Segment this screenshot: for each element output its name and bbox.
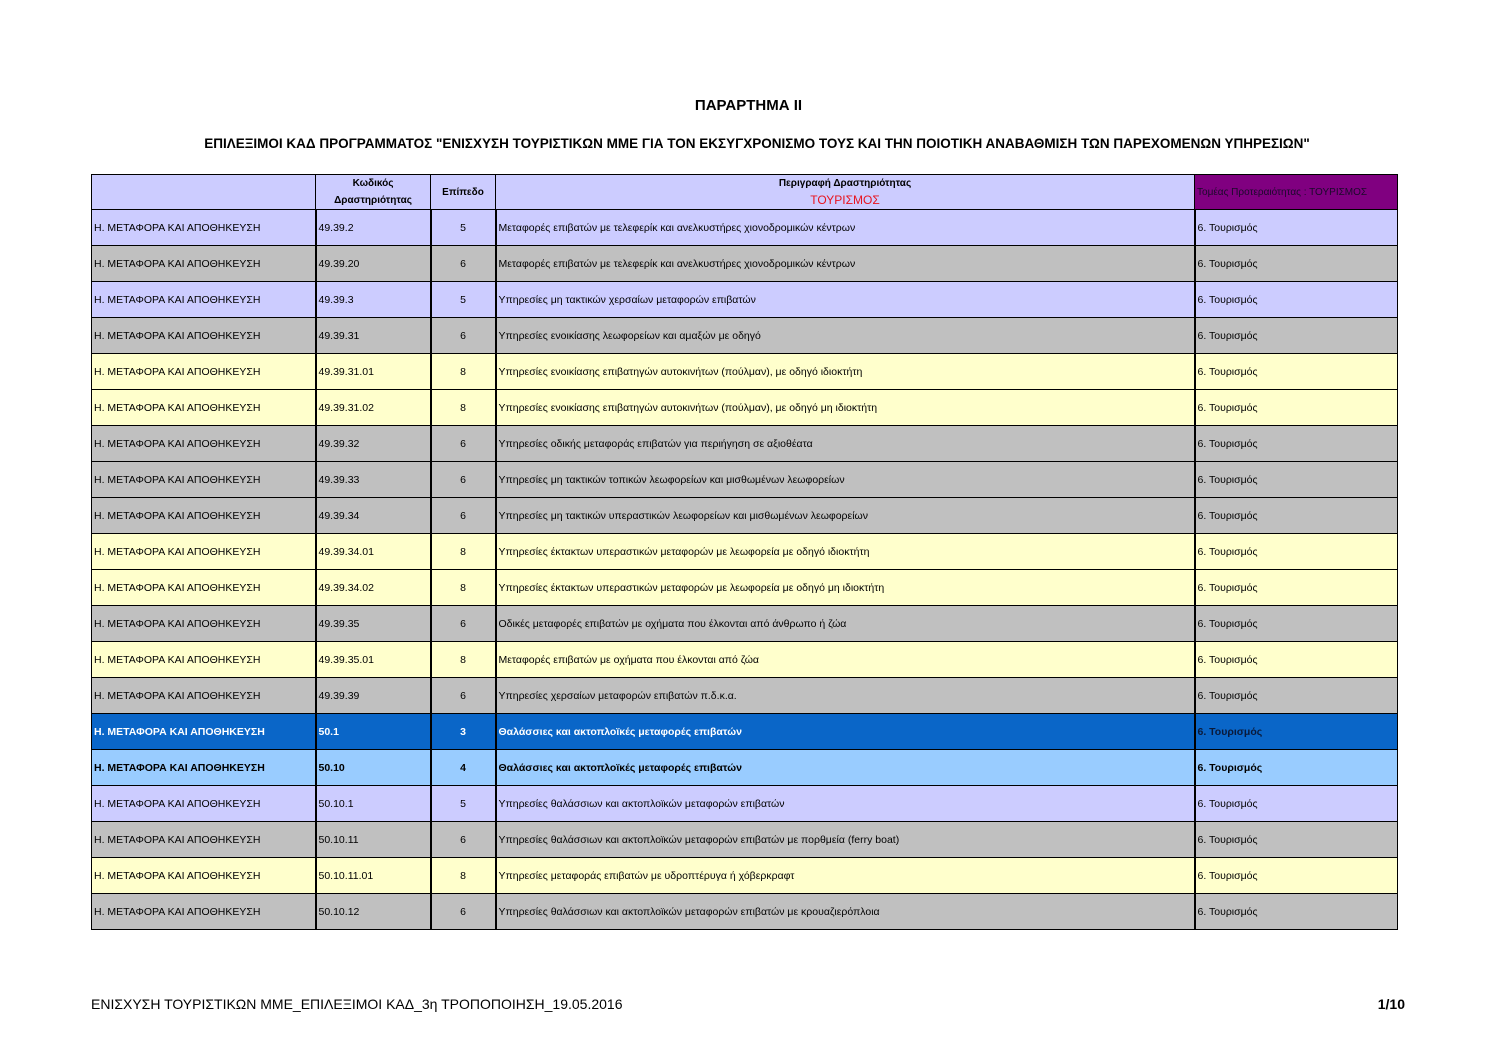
cell-description: Υπηρεσίες θαλάσσιων και ακτοπλοϊκών μεταφορών επιβατών με πορθμεία (ferry boat) [496,822,1195,858]
header-code-line1: Κωδικός [352,178,394,189]
cell-priority: 6. Τουρισμός [1195,750,1398,786]
cell-description: Υπηρεσίες χερσαίων μεταφορών επιβατών π.δ.κ.α. [496,678,1195,714]
cell-priority: 6. Τουρισμός [1195,534,1398,570]
cell-priority: 6. Τουρισμός [1195,858,1398,894]
table-row [92,822,1398,858]
table-row [92,858,1398,894]
table-body [92,210,1398,930]
footer-document-name: ΕΝΙΣΧΥΣΗ ΤΟΥΡΙΣΤΙΚΩΝ ΜΜΕ_ΕΠΙΛΕΞΙΜΟΙ ΚΑΔ_3η ΤΡΟΠΟΠΟΙΗΣΗ_19.05.2016 [91,996,623,1012]
cell-sector: Η. ΜΕΤΑΦΟΡΑ ΚΑΙ ΑΠΟΘΗΚΕΥΣΗ [92,354,316,390]
cell-code: 49.39.34.01 [316,534,431,570]
table-row [92,498,1398,534]
cell-description: Μεταφορές επιβατών με τελεφερίκ και ανελκυστήρες χιονοδρομικών κέντρων [496,210,1195,246]
cell-description: Υπηρεσίες μη τακτικών τοπικών λεωφορείων και μισθωμένων λεωφορείων [496,462,1195,498]
header-level: Επίπεδο [431,175,496,210]
table-row [92,318,1398,354]
cell-code: 49.39.32 [316,426,431,462]
cell-code: 49.39.20 [316,246,431,282]
cell-level: 8 [431,858,496,894]
cell-sector: Η. ΜΕΤΑΦΟΡΑ ΚΑΙ ΑΠΟΘΗΚΕΥΣΗ [92,282,316,318]
cell-description: Μεταφορές επιβατών με οχήματα που έλκονται από ζώα [496,642,1195,678]
cell-description: Υπηρεσίες ενοικίασης επιβατηγών αυτοκινήτων (πούλμαν), με οδηγό ιδιοκτήτη [496,354,1195,390]
cell-sector: Η. ΜΕΤΑΦΟΡΑ ΚΑΙ ΑΠΟΘΗΚΕΥΣΗ [92,498,316,534]
cell-description: Θαλάσσιες και ακτοπλοϊκές μεταφορές επιβατών [496,714,1195,750]
cell-code: 49.39.2 [316,210,431,246]
table-row [92,570,1398,606]
cell-priority: 6. Τουρισμός [1195,570,1398,606]
cell-level: 4 [431,750,496,786]
cell-description: Υπηρεσίες έκτακτων υπεραστικών μεταφορών με λεωφορεία με οδηγό μη ιδιοκτήτη [496,570,1195,606]
cell-level: 5 [431,282,496,318]
cell-description: Οδικές μεταφορές επιβατών με οχήματα που έλκονται από άνθρωπο ή ζώα [496,606,1195,642]
cell-code: 49.39.31 [316,318,431,354]
header-description-sub: ΤΟΥΡΙΣΜΟΣ [810,193,880,207]
page-title: ΠΑΡΑΡΤΗΜΑ ΙΙ [694,97,803,114]
cell-description: Υπηρεσίες οδικής μεταφοράς επιβατών για περιήγηση σε αξιοθέατα [496,426,1195,462]
cell-description: Μεταφορές επιβατών με τελεφερίκ και ανελκυστήρες χιονοδρομικών κέντρων [496,246,1195,282]
table-row [92,462,1398,498]
table-row [92,750,1398,786]
cell-description: Υπηρεσίες έκτακτων υπεραστικών μεταφορών με λεωφορεία με οδηγό ιδιοκτήτη [496,534,1195,570]
cell-level: 6 [431,246,496,282]
cell-description: Θαλάσσιες και ακτοπλοϊκές μεταφορές επιβατών [496,750,1195,786]
cell-priority: 6. Τουρισμός [1195,246,1398,282]
cell-sector: Η. ΜΕΤΑΦΟΡΑ ΚΑΙ ΑΠΟΘΗΚΕΥΣΗ [92,822,316,858]
cell-code: 49.39.31.02 [316,390,431,426]
cell-code: 49.39.3 [316,282,431,318]
page-subtitle: ΕΠΙΛΕΞΙΜΟΙ ΚΑΔ ΠΡΟΓΡΑΜΜΑΤΟΣ "ΕΝΙΣΧΥΣΗ ΤΟΥΡΙΣΤΙΚΩΝ ΜΜΕ ΓΙΑ ΤΟΝ ΕΚΣΥΓΧΡΟΝΙΣΜΟ ΤΟΥΣ ΚΑΙ ΤΗΝ ΠΟΙΟΤΙΚΗ ΑΝΑΒΑΘΜΙΣΗ ΤΩΝ ΠΑΡΕΧΟΜΕΝΩΝ ΥΠΗΡΕΣΙΩΝ" [204,136,1310,151]
cell-sector: Η. ΜΕΤΑΦΟΡΑ ΚΑΙ ΑΠΟΘΗΚΕΥΣΗ [92,390,316,426]
cell-level: 8 [431,642,496,678]
cell-sector: Η. ΜΕΤΑΦΟΡΑ ΚΑΙ ΑΠΟΘΗΚΕΥΣΗ [92,462,316,498]
cell-level: 6 [431,426,496,462]
cell-priority: 6. Τουρισμός [1195,390,1398,426]
cell-sector: Η. ΜΕΤΑΦΟΡΑ ΚΑΙ ΑΠΟΘΗΚΕΥΣΗ [92,246,316,282]
table-row [92,210,1398,246]
kad-table [91,174,1398,930]
cell-code: 50.10.11.01 [316,858,431,894]
cell-code: 50.10.11 [316,822,431,858]
cell-sector: Η. ΜΕΤΑΦΟΡΑ ΚΑΙ ΑΠΟΘΗΚΕΥΣΗ [92,534,316,570]
cell-priority: 6. Τουρισμός [1195,642,1398,678]
cell-level: 5 [431,786,496,822]
cell-priority: 6. Τουρισμός [1195,714,1398,750]
cell-sector: Η. ΜΕΤΑΦΟΡΑ ΚΑΙ ΑΠΟΘΗΚΕΥΣΗ [92,894,316,930]
cell-code: 49.39.33 [316,462,431,498]
cell-code: 50.1 [316,714,431,750]
cell-sector: Η. ΜΕΤΑΦΟΡΑ ΚΑΙ ΑΠΟΘΗΚΕΥΣΗ [92,858,316,894]
cell-priority: 6. Τουρισμός [1195,462,1398,498]
cell-sector: Η. ΜΕΤΑΦΟΡΑ ΚΑΙ ΑΠΟΘΗΚΕΥΣΗ [92,606,316,642]
cell-priority: 6. Τουρισμός [1195,318,1398,354]
cell-description: Υπηρεσίες θαλάσσιων και ακτοπλοϊκών μεταφορών επιβατών με κρουαζιερόπλοια [496,894,1195,930]
cell-code: 49.39.34.02 [316,570,431,606]
table-row [92,642,1398,678]
cell-level: 6 [431,678,496,714]
cell-priority: 6. Τουρισμός [1195,426,1398,462]
header-sector [92,175,316,210]
cell-priority: 6. Τουρισμός [1195,282,1398,318]
cell-description: Υπηρεσίες θαλάσσιων και ακτοπλοϊκών μεταφορών επιβατών [496,786,1195,822]
cell-sector: Η. ΜΕΤΑΦΟΡΑ ΚΑΙ ΑΠΟΘΗΚΕΥΣΗ [92,714,316,750]
cell-code: 49.39.34 [316,498,431,534]
cell-code: 49.39.39 [316,678,431,714]
table-row [92,714,1398,750]
cell-priority: 6. Τουρισμός [1195,822,1398,858]
table-row [92,534,1398,570]
cell-sector: Η. ΜΕΤΑΦΟΡΑ ΚΑΙ ΑΠΟΘΗΚΕΥΣΗ [92,750,316,786]
cell-priority: 6. Τουρισμός [1195,210,1398,246]
cell-description: Υπηρεσίες μη τακτικών υπεραστικών λεωφορείων και μισθωμένων λεωφορείων [496,498,1195,534]
table-row [92,246,1398,282]
table-row [92,390,1398,426]
cell-sector: Η. ΜΕΤΑΦΟΡΑ ΚΑΙ ΑΠΟΘΗΚΕΥΣΗ [92,426,316,462]
cell-description: Υπηρεσίες μη τακτικών χερσαίων μεταφορών επιβατών [496,282,1195,318]
footer-page-number: 1/10 [1377,996,1405,1012]
table-header-row [92,175,1398,210]
cell-code: 49.39.35.01 [316,642,431,678]
cell-description: Υπηρεσίες ενοικίασης λεωφορείων και αμαξών με οδηγό [496,318,1195,354]
cell-level: 8 [431,570,496,606]
cell-code: 50.10.1 [316,786,431,822]
header-priority: Τομέας Προτεραιότητας : ΤΟΥΡΙΣΜΟΣ [1195,175,1398,210]
cell-sector: Η. ΜΕΤΑΦΟΡΑ ΚΑΙ ΑΠΟΘΗΚΕΥΣΗ [92,318,316,354]
cell-level: 3 [431,714,496,750]
header-description [496,175,1195,210]
cell-priority: 6. Τουρισμός [1195,786,1398,822]
header-description-title: Περιγραφή Δραστηριότητας [778,178,912,189]
header-code-line2: Δραστηριότητας [334,195,412,206]
cell-level: 6 [431,462,496,498]
table-row [92,678,1398,714]
cell-level: 6 [431,318,496,354]
cell-level: 6 [431,498,496,534]
cell-level: 6 [431,606,496,642]
cell-sector: Η. ΜΕΤΑΦΟΡΑ ΚΑΙ ΑΠΟΘΗΚΕΥΣΗ [92,210,316,246]
table-row [92,354,1398,390]
cell-level: 8 [431,390,496,426]
cell-level: 6 [431,894,496,930]
cell-level: 8 [431,354,496,390]
cell-sector: Η. ΜΕΤΑΦΟΡΑ ΚΑΙ ΑΠΟΘΗΚΕΥΣΗ [92,678,316,714]
cell-code: 49.39.31.01 [316,354,431,390]
cell-level: 6 [431,822,496,858]
cell-description: Υπηρεσίες μεταφοράς επιβατών με υδροπτέρυγα ή χόβερκραφτ [496,858,1195,894]
cell-priority: 6. Τουρισμός [1195,354,1398,390]
table-row [92,426,1398,462]
cell-code: 50.10.12 [316,894,431,930]
table-row [92,894,1398,930]
table-row [92,282,1398,318]
cell-code: 50.10 [316,750,431,786]
cell-level: 5 [431,210,496,246]
cell-level: 8 [431,534,496,570]
cell-code: 49.39.35 [316,606,431,642]
cell-description: Υπηρεσίες ενοικίασης επιβατηγών αυτοκινήτων (πούλμαν), με οδηγό μη ιδιοκτήτη [496,390,1195,426]
table-row [92,786,1398,822]
cell-sector: Η. ΜΕΤΑΦΟΡΑ ΚΑΙ ΑΠΟΘΗΚΕΥΣΗ [92,642,316,678]
header-code [316,175,431,210]
cell-sector: Η. ΜΕΤΑΦΟΡΑ ΚΑΙ ΑΠΟΘΗΚΕΥΣΗ [92,570,316,606]
cell-priority: 6. Τουρισμός [1195,678,1398,714]
table-row [92,606,1398,642]
cell-sector: Η. ΜΕΤΑΦΟΡΑ ΚΑΙ ΑΠΟΘΗΚΕΥΣΗ [92,786,316,822]
cell-priority: 6. Τουρισμός [1195,606,1398,642]
cell-priority: 6. Τουρισμός [1195,498,1398,534]
cell-priority: 6. Τουρισμός [1195,894,1398,930]
